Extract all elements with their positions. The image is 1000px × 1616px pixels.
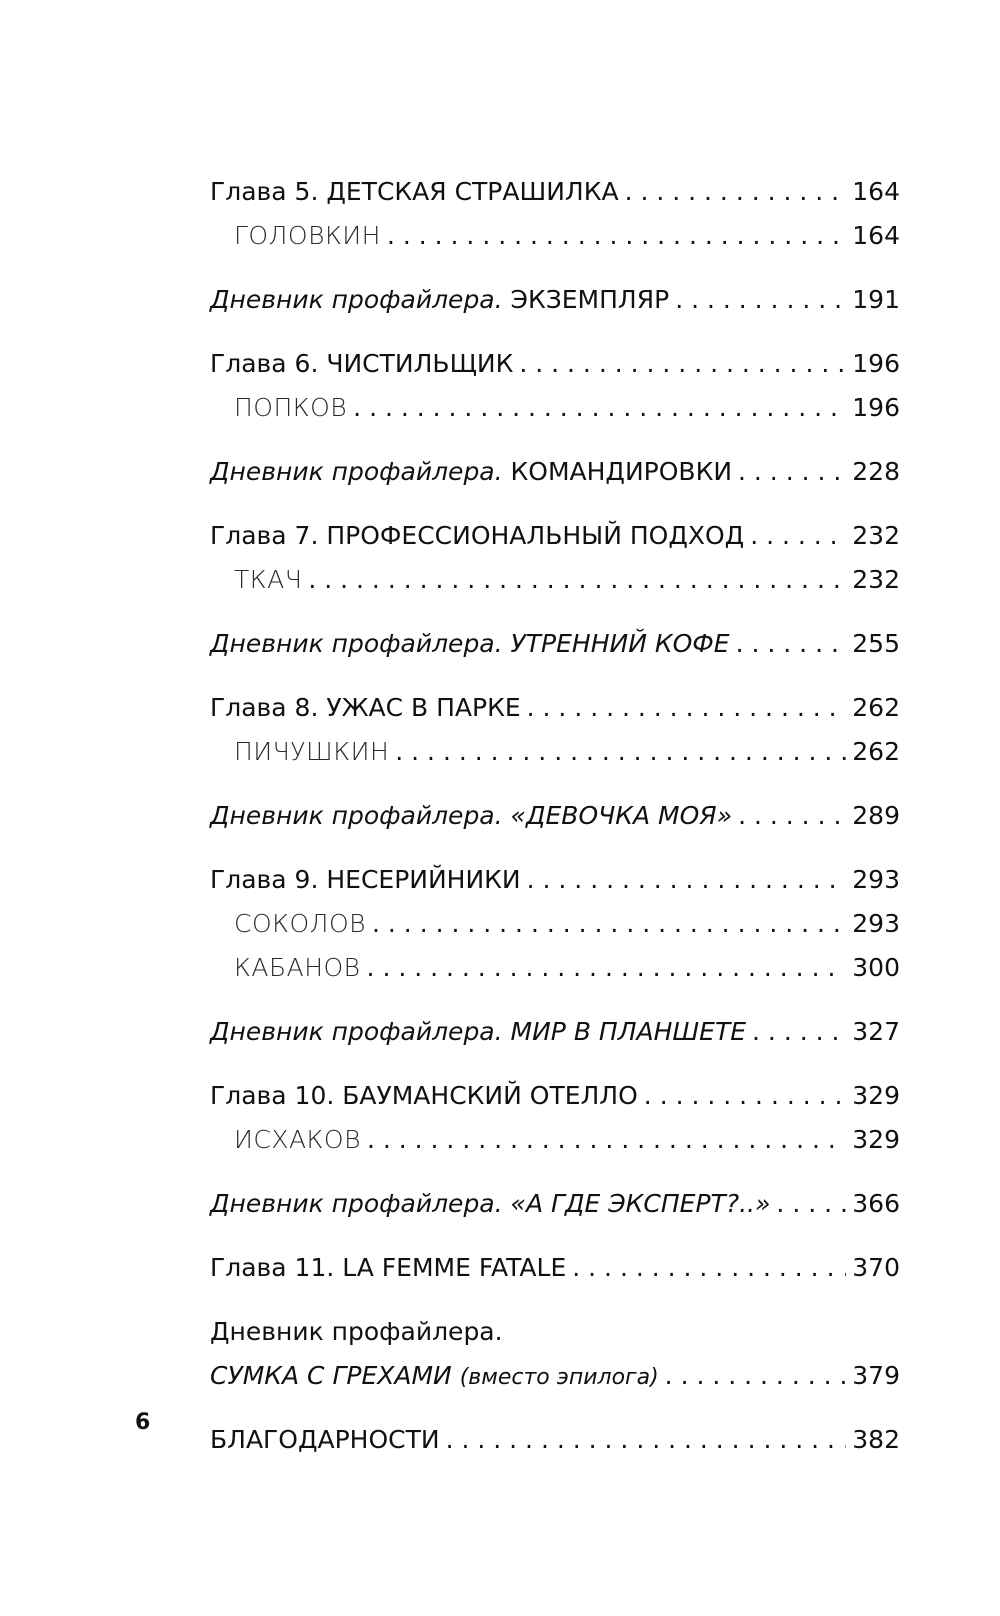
- toc-entry-page: 196: [852, 393, 900, 422]
- diary-title: УТРЕННИЙ КОФЕ: [510, 629, 730, 658]
- toc-entry-page: 164: [852, 221, 900, 250]
- leader-dots: [367, 1118, 846, 1162]
- toc-entry-chapter-11[interactable]: [210, 1246, 900, 1290]
- toc-entry-page: 196: [852, 349, 900, 378]
- toc-entry-title: Глава 6. ЧИСТИЛЬЩИК: [210, 349, 514, 378]
- toc-entry-title: СОКОЛОВ: [234, 909, 367, 938]
- leader-dots: [738, 794, 846, 838]
- leader-dots: [675, 278, 846, 322]
- toc-entry-chapter-8[interactable]: [210, 686, 900, 730]
- toc-entry-title: [210, 1010, 746, 1054]
- leader-dots: [446, 1418, 847, 1462]
- leader-dots: [625, 170, 847, 214]
- toc-entry-title: ПИЧУШКИН: [234, 737, 390, 766]
- diary-prefix: Дневник профайлера.: [210, 1189, 503, 1218]
- toc-entry-page: 382: [852, 1425, 900, 1454]
- toc-entry-title: [210, 278, 669, 322]
- toc-entry-diary-7-label: [210, 1310, 900, 1354]
- toc-subentry-pichushkin[interactable]: [210, 730, 900, 774]
- toc-entry-page: 262: [852, 693, 900, 722]
- leader-dots: [736, 622, 847, 666]
- toc-entry-title: [210, 622, 730, 666]
- toc-entry-title: ГОЛОВКИН: [234, 221, 381, 250]
- diary-title: ЭКЗЕМПЛЯР: [510, 285, 670, 314]
- toc-entry-title: Глава 11. LA FEMME FATALE: [210, 1253, 567, 1282]
- toc-entry-diary-1[interactable]: [210, 278, 900, 322]
- toc-entry-title: ИСХАКОВ: [234, 1125, 361, 1154]
- toc-entry-page: 293: [852, 909, 900, 938]
- diary-title: «А ГДЕ ЭКСПЕРТ?..»: [510, 1189, 771, 1218]
- diary-prefix: Дневник профайлера.: [210, 1017, 503, 1046]
- leader-dots: [750, 514, 846, 558]
- diary-prefix: Дневник профайлера.: [210, 629, 503, 658]
- toc-entry-title: Глава 9. НЕСЕРИЙНИКИ: [210, 865, 521, 894]
- toc-entry-page: 228: [852, 457, 900, 486]
- toc-subentry-tkach[interactable]: [210, 558, 900, 602]
- toc-entry-page: 232: [852, 521, 900, 550]
- toc-entry-title: ТКАЧ: [234, 565, 303, 594]
- toc-entry-page: 289: [852, 801, 900, 830]
- toc-entry-title: [210, 450, 732, 494]
- toc-entry-diary-5[interactable]: [210, 1010, 900, 1054]
- toc-entry-title: Глава 5. ДЕТСКАЯ СТРАШИЛКА: [210, 177, 619, 206]
- toc-entry-chapter-7[interactable]: [210, 514, 900, 558]
- diary-title: «ДЕВОЧКА МОЯ»: [510, 801, 733, 830]
- diary-prefix: Дневник профайлера.: [210, 801, 503, 830]
- diary-title: МИР В ПЛАНШЕТЕ: [510, 1017, 747, 1046]
- leader-dots: [527, 686, 847, 730]
- toc-entry-title: [210, 1354, 659, 1400]
- leader-dots: [367, 946, 847, 990]
- leader-dots: [353, 386, 846, 430]
- toc-entry-page: 370: [852, 1253, 900, 1282]
- toc-entry-diary-3[interactable]: [210, 622, 900, 666]
- leader-dots: [308, 558, 846, 602]
- leader-dots: [527, 858, 847, 902]
- leader-dots: [395, 730, 846, 774]
- diary-title: СУМКА С ГРЕХАМИ: [210, 1361, 452, 1390]
- toc-entry-page: 379: [852, 1361, 900, 1390]
- toc-entry-diary-7[interactable]: [210, 1354, 900, 1398]
- toc-subentry-golovkin[interactable]: [210, 214, 900, 258]
- toc-entry-diary-2[interactable]: [210, 450, 900, 494]
- toc-entry-chapter-9[interactable]: [210, 858, 900, 902]
- diary-note: (вместо эпилога): [459, 1365, 659, 1390]
- toc-entry-title: [210, 1182, 770, 1226]
- toc-entry-title: КАБАНОВ: [234, 953, 361, 982]
- toc-entry-page: 327: [852, 1017, 900, 1046]
- toc-entry-page: 262: [852, 737, 900, 766]
- leader-dots: [372, 902, 846, 946]
- toc-entry-chapter-10[interactable]: [210, 1074, 900, 1118]
- toc-subentry-kabanov[interactable]: [210, 946, 900, 990]
- toc-entry-page: 164: [852, 177, 900, 206]
- page-number: 6: [135, 1410, 151, 1435]
- toc-entry-acknowledgements[interactable]: [210, 1418, 900, 1462]
- leader-dots: [776, 1182, 846, 1226]
- leader-dots: [387, 214, 846, 258]
- toc-entry-page: 300: [852, 953, 900, 982]
- toc-entry-title: Глава 10. БАУМАНСКИЙ ОТЕЛЛО: [210, 1081, 638, 1110]
- toc-entry-page: 255: [852, 629, 900, 658]
- toc-entry-page: 232: [852, 565, 900, 594]
- toc-entry-page: 366: [852, 1189, 900, 1218]
- toc-subentry-popkov[interactable]: [210, 386, 900, 430]
- toc-entry-page: 329: [852, 1125, 900, 1154]
- toc-entry-title: Глава 8. УЖАС В ПАРКЕ: [210, 693, 521, 722]
- leader-dots: [738, 450, 846, 494]
- toc-entry-diary-4[interactable]: [210, 794, 900, 838]
- toc-entry-chapter-6[interactable]: [210, 342, 900, 386]
- toc-entry-page: 329: [852, 1081, 900, 1110]
- diary-prefix: Дневник профайлера.: [210, 457, 503, 486]
- toc-entry-page: 293: [852, 865, 900, 894]
- toc-entry-chapter-5[interactable]: [210, 170, 900, 214]
- toc-subentry-iskhakov[interactable]: [210, 1118, 900, 1162]
- toc-subentry-sokolov[interactable]: [210, 902, 900, 946]
- leader-dots: [519, 342, 846, 386]
- toc-entry-title: ПОПКОВ: [234, 393, 348, 422]
- leader-dots: [644, 1074, 846, 1118]
- diary-title: КОМАНДИРОВКИ: [510, 457, 733, 486]
- toc-entry-diary-6[interactable]: [210, 1182, 900, 1226]
- leader-dots: [752, 1010, 846, 1054]
- toc-entry-page: 191: [852, 285, 900, 314]
- table-of-contents: [210, 170, 900, 1462]
- leader-dots: [572, 1246, 846, 1290]
- toc-entry-title: Глава 7. ПРОФЕССИОНАЛЬНЫЙ ПОДХОД: [210, 521, 745, 550]
- diary-prefix: Дневник профайлера.: [210, 1317, 503, 1346]
- toc-entry-title: [210, 794, 732, 838]
- toc-entry-title: БЛАГОДАРНОСТИ: [210, 1425, 440, 1454]
- diary-prefix: Дневник профайлера.: [210, 285, 503, 314]
- leader-dots: [665, 1354, 847, 1398]
